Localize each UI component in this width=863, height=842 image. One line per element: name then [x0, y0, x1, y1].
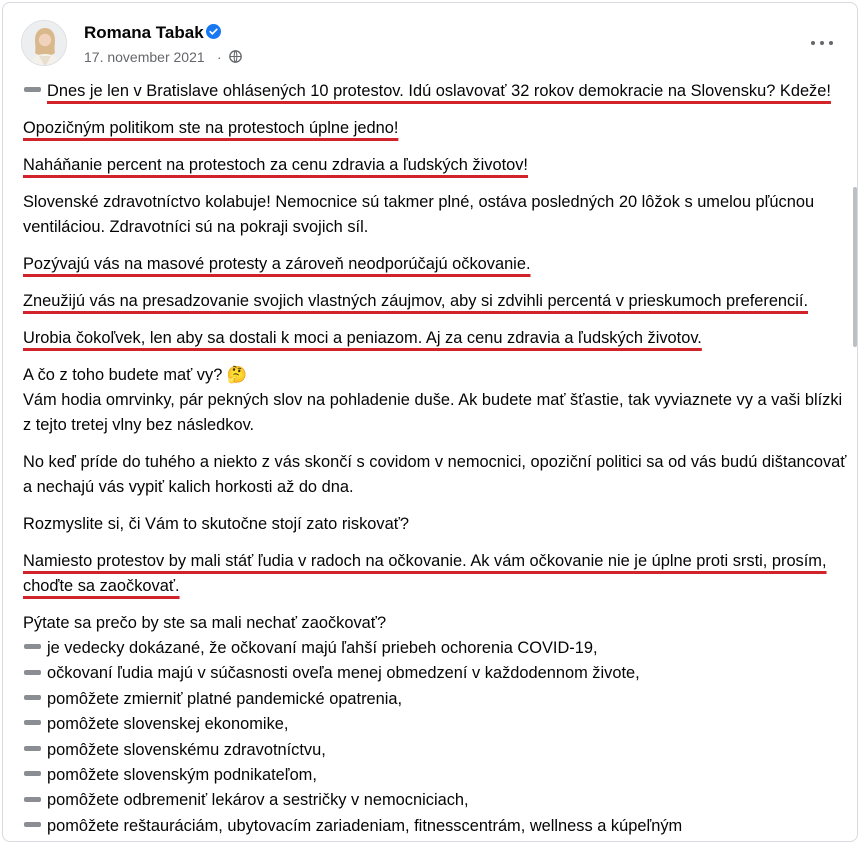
dash-icon — [24, 720, 41, 725]
list-item-text: pomôžete slovenskému zdravotníctvu, — [47, 740, 326, 759]
dash-icon — [24, 670, 41, 675]
list-item — [23, 763, 853, 788]
list-item — [23, 687, 853, 712]
dash-icon — [24, 87, 41, 92]
list-item-text: očkovaní ľudia majú v súčasnosti oveľa menej obmedzení v každodennom živote, — [47, 664, 640, 683]
avatar[interactable] — [21, 20, 67, 66]
dash-icon — [24, 822, 41, 827]
list-item-text: pomôžete zmierniť platné pandemické opatrenia, — [47, 689, 403, 708]
post-paragraph: No keď príde do tuhého a niekto z vás skončí s covidom v nemocnici, opoziční politici sa od vás budú dištancovať a nechajú vás vypiť kalich horkosti až do dna. — [23, 453, 847, 496]
underlined-text: Dnes je len v Bratislave ohlásených 10 protestov. Idú oslavovať 32 rokov demokracie na Slovensku? Kdeže! — [47, 82, 831, 100]
post-paragraph — [23, 79, 853, 104]
scrollbar[interactable] — [853, 15, 857, 831]
reasons-list — [23, 636, 853, 839]
dash-icon — [24, 695, 41, 700]
avatar-photo — [22, 21, 67, 66]
list-item-text: pomôžete slovenskej ekonomike, — [47, 715, 289, 734]
list-item — [23, 712, 853, 737]
list-item-text: pomôžete reštauráciám, ubytovacím zariadeniam, fitnesscentrám, wellness a kúpeľným — [47, 816, 683, 835]
more-options-icon — [811, 41, 815, 45]
underlined-text: Pozývajú vás na masové protesty a zároveň neodporúčajú očkovanie. — [23, 255, 531, 273]
post-paragraph: Vám hodia omrvinky, pár pekných slov na pohladenie duše. Ak budete mať šťastie, tak vyviaznete vy a vaši blízki z tejto tretej vlny bez následkov. — [23, 391, 843, 434]
list-item — [23, 814, 853, 839]
post-paragraph: Pýtate sa prečo by ste sa mali nechať zaočkovať? — [23, 614, 387, 632]
date-separator: · — [217, 49, 222, 65]
post-body — [23, 79, 853, 839]
post-paragraph: Rozmyslite si, či Vám to skutočne stojí zato riskovať? — [23, 515, 409, 533]
post-header — [3, 3, 859, 73]
post-card — [2, 2, 858, 842]
globe-icon[interactable] — [229, 50, 242, 63]
more-options-button[interactable] — [808, 31, 836, 55]
list-item — [23, 788, 853, 813]
more-options-icon — [829, 41, 833, 45]
post-date[interactable]: 17. november 2021 — [84, 49, 205, 65]
post-paragraph — [23, 289, 853, 314]
verified-badge-icon — [206, 24, 221, 39]
post-paragraph: Slovenské zdravotníctvo kolabuje! Nemocnice sú takmer plné, ostáva posledných 20 lôžok s umelou pľúcnou ventiláciou. Zdravotníci sú na pokraji svojich síl. — [23, 193, 815, 236]
list-item-text: je vedecky dokázané, že očkovaní majú ľahší priebeh ochorenia COVID-19, — [47, 639, 598, 657]
list-item — [23, 738, 853, 763]
post-paragraph — [23, 549, 853, 599]
post-paragraph — [23, 116, 853, 141]
post-paragraph — [23, 153, 853, 178]
post-paragraph — [23, 252, 853, 277]
underlined-text: Namiesto protestov by mali stáť ľudia v radoch na očkovanie. Ak vám očkovanie nie je úplne proti srsti, prosím, choďte sa zaočkovať. — [23, 552, 827, 595]
underlined-text: Naháňanie percent na protestoch za cenu zdravia a ľudských životov! — [23, 156, 528, 174]
scrollbar-thumb[interactable] — [853, 187, 857, 347]
list-item-text: pomôžete odbremeniť lekárov a sestričky v nemocniciach, — [47, 791, 469, 810]
author-name[interactable]: Romana Tabak — [84, 23, 204, 42]
list-item — [23, 636, 853, 661]
dash-icon — [24, 771, 41, 776]
more-options-icon — [820, 41, 824, 45]
list-item-text: pomôžete slovenským podnikateľom, — [47, 766, 317, 785]
dash-icon — [24, 797, 41, 802]
underlined-text: Zneužijú vás na presadzovanie svojich vlastných záujmov, aby si zdvihli percentá v prieskumoch preferencií. — [23, 292, 808, 310]
post-paragraph — [23, 326, 853, 351]
underlined-text: Urobia čokoľvek, len aby sa dostali k moci a peniazom. Aj za cenu zdravia a ľudských životov. — [23, 329, 702, 347]
dash-icon — [24, 746, 41, 751]
underlined-text: Opozičným politikom ste na protestoch úplne jedno! — [23, 119, 399, 137]
post-paragraph: A čo z toho budete mať vy? 🤔 — [23, 366, 248, 384]
dash-icon — [24, 644, 41, 649]
list-item — [23, 661, 853, 686]
